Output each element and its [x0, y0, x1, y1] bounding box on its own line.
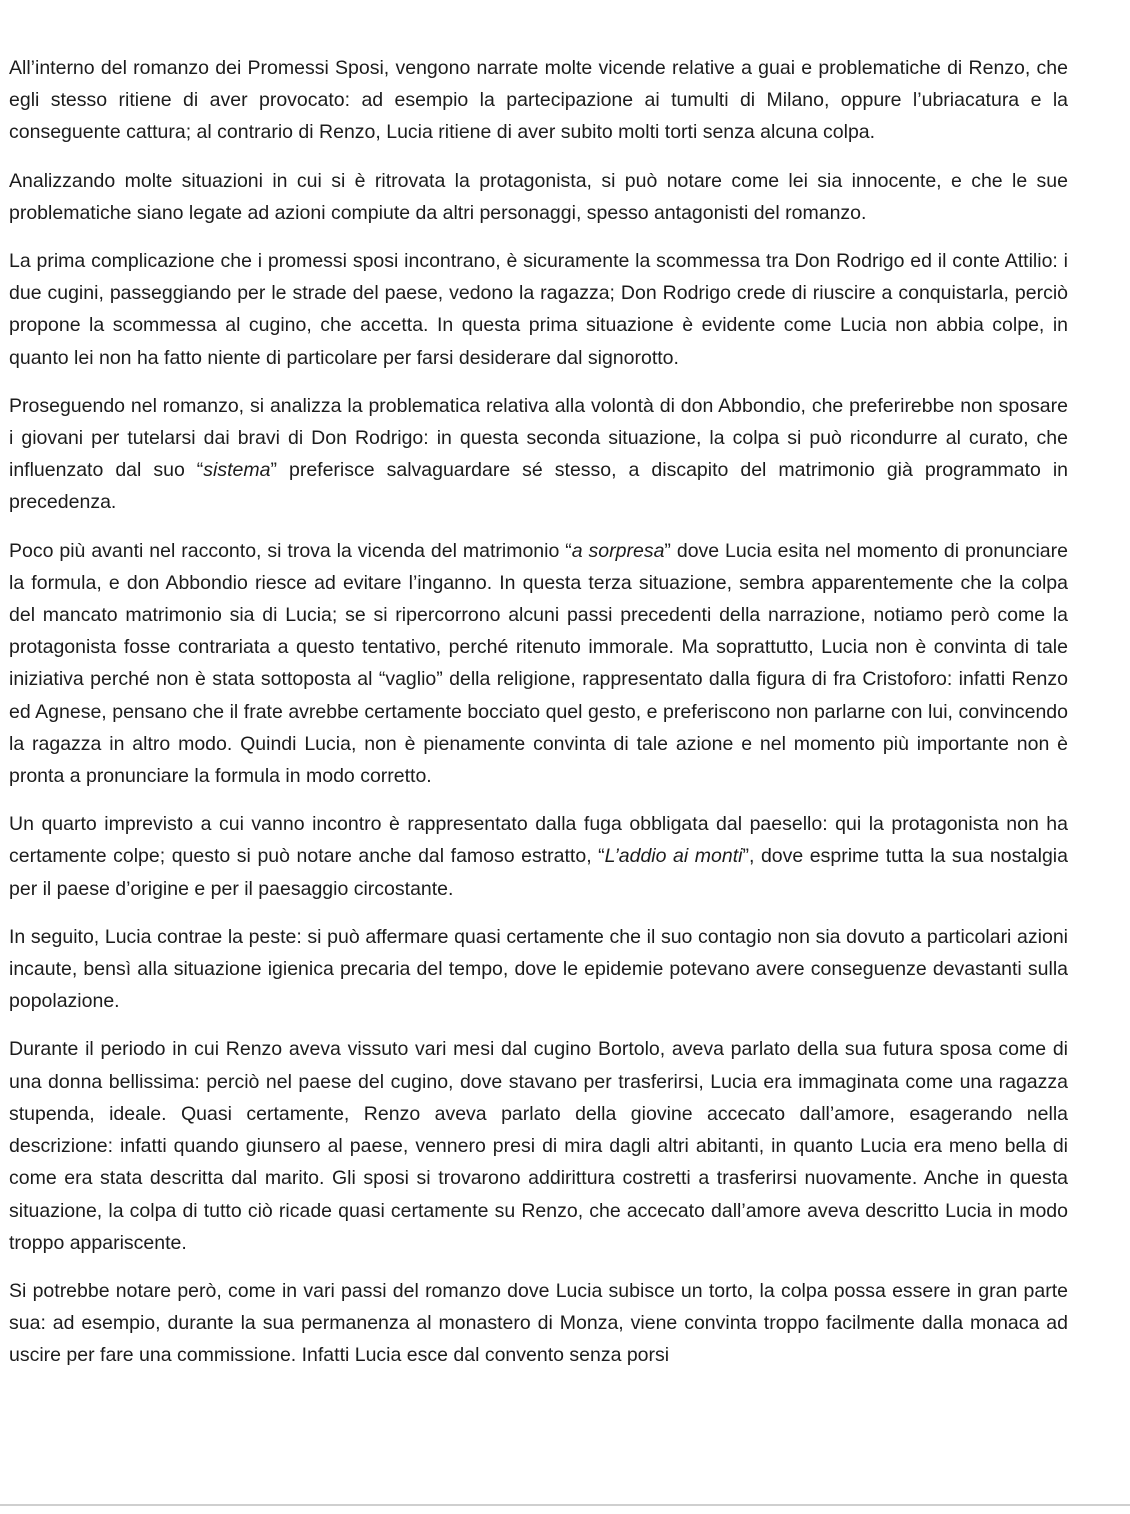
italic-term: L’addio ai monti — [604, 845, 743, 868]
italic-term: sistema — [203, 459, 271, 482]
paragraph-text: ” dove Lucia esita nel momento di pronunciare la formula, e don Abbondio riesce ad evitare l’inganno. In questa terza situazione, sembra apparentemente che la colpa del mancato matrimonio sia di Lucia; se si ripercorrono alcuni passi precedenti della narrazione, notiamo però come la protagonista fosse contrariata a questo tentativo, perché ritenuto immorale. Ma soprattutto, Lucia non è convinta di tale iniziativa perché non è stata sottoposta al “vaglio” della religione, rappresentato dalla figura di fra Cristoforo: infatti Renzo ed Agnese, pensano che il frate avrebbe certamente bocciato quel gesto, e preferiscono non parlarne con lui, convincendo la ragazza in altro modo. Quindi Lucia, non è pienamente convinta di tale azione e nel momento più importante non è pronta a pronunciare la formula in modo corretto. — [9, 539, 1068, 788]
paragraph — [9, 921, 1068, 1018]
paragraph — [9, 1033, 1068, 1258]
paragraph — [9, 535, 1068, 793]
paragraph — [9, 165, 1068, 229]
page-bottom-divider — [0, 1504, 1130, 1506]
paragraph-text: La prima complicazione che i promessi sposi incontrano, è sicuramente la scommessa tra Don Rodrigo ed il conte Attilio: i due cugini, passeggiando per le strade del paese, vedono la ragazza; Don Rodrigo crede di riuscire a conquistarla, perciò propone la scommessa al cugino, che accetta. In questa prima situazione è evidente come Lucia non abbia colpe, in quanto lei non ha fatto niente di particolare per farsi desiderare dal signorotto. — [9, 250, 1068, 369]
paragraph — [9, 52, 1068, 149]
paragraph-text: ” preferisce salvaguardare sé stesso, a discapito del matrimonio già programmato in precedenza. — [9, 459, 1069, 514]
italic-term: a sorpresa — [571, 539, 665, 562]
paragraph-text: All’interno del romanzo dei Promessi Sposi, vengono narrate molte vicende relative a guai e problematiche di Renzo, che egli stesso ritiene di aver provocato: ad esempio la partecipazione ai tumulti di Milano, oppure l’ubriacatura e la conseguente cattura; al contrario di Renzo, Lucia ritiene di aver subito molti torti senza alcuna colpa. — [9, 57, 1068, 144]
paragraph-text: Si potrebbe notare però, come in vari passi del romanzo dove Lucia subisce un torto, la colpa possa essere in gran parte sua: ad esempio, durante la sua permanenza al monastero di Monza, viene convinta troppo facilmente dalla monaca ad uscire per fare una commissione. Infatti Lucia esce dal convento senza porsi — [9, 1279, 1068, 1367]
paragraph-text: Poco più avanti nel racconto, si trova la vicenda del matrimonio “ — [9, 539, 572, 562]
paragraph — [9, 1275, 1068, 1372]
paragraph — [9, 390, 1068, 519]
paragraph-text: In seguito, Lucia contrae la peste: si può affermare quasi certamente che il suo contagio non sia dovuto a particolari azioni incaute, bensì alla situazione igienica precaria del tempo, dove le epidemie potevano avere conseguenze devastanti sulla popolazione. — [9, 925, 1068, 1013]
paragraph-text: Durante il periodo in cui Renzo aveva vissuto vari mesi dal cugino Bortolo, aveva parlato della sua futura sposa come di una donna bellissima: perciò nel paese del cugino, dove stavano per trasferirsi, Lucia era immaginata come una ragazza stupenda, ideale. Quasi certamente, Renzo aveva parlato della giovine accecato dall’amore, esagerando nella descrizione: infatti quando giunsero al paese, vennero presi di mira dagli altri abitanti, in quanto Lucia era meno bella di come era stata descritta dal marito. Gli sposi si trovarono addirittura costretti a trasferirsi nuovamente. Anche in questa situazione, la colpa di tutto ciò ricade quasi certamente su Renzo, che accecato dall’amore aveva descritto Lucia in modo troppo appariscente. — [9, 1038, 1068, 1254]
paragraph-text: ”, dove esprime tutta la sua nostalgia per il paese d’origine e per il paesaggio circostante. — [9, 845, 1068, 900]
paragraph-text: Un quarto imprevisto a cui vanno incontro è rappresentato dalla fuga obbligata dal paesello: qui la protagonista non ha certamente colpe; questo si può notare anche dal famoso estratto, “ — [9, 813, 1068, 868]
paragraph — [9, 808, 1068, 905]
paragraph-text: Analizzando molte situazioni in cui si è ritrovata la protagonista, si può notare come lei sia innocente, e che le sue problematiche siano legate ad azioni compiute da altri personaggi, spesso antagonisti del romanzo. — [9, 169, 1068, 224]
paragraph — [9, 245, 1068, 374]
paragraph-text: Proseguendo nel romanzo, si analizza la problematica relativa alla volontà di don Abbondio, che preferirebbe non sposare i giovani per tutelarsi dai bravi di Don Rodrigo: in questa seconda situazione, la colpa si può ricondurre al curato, che influenzato dal suo “ — [9, 394, 1068, 482]
